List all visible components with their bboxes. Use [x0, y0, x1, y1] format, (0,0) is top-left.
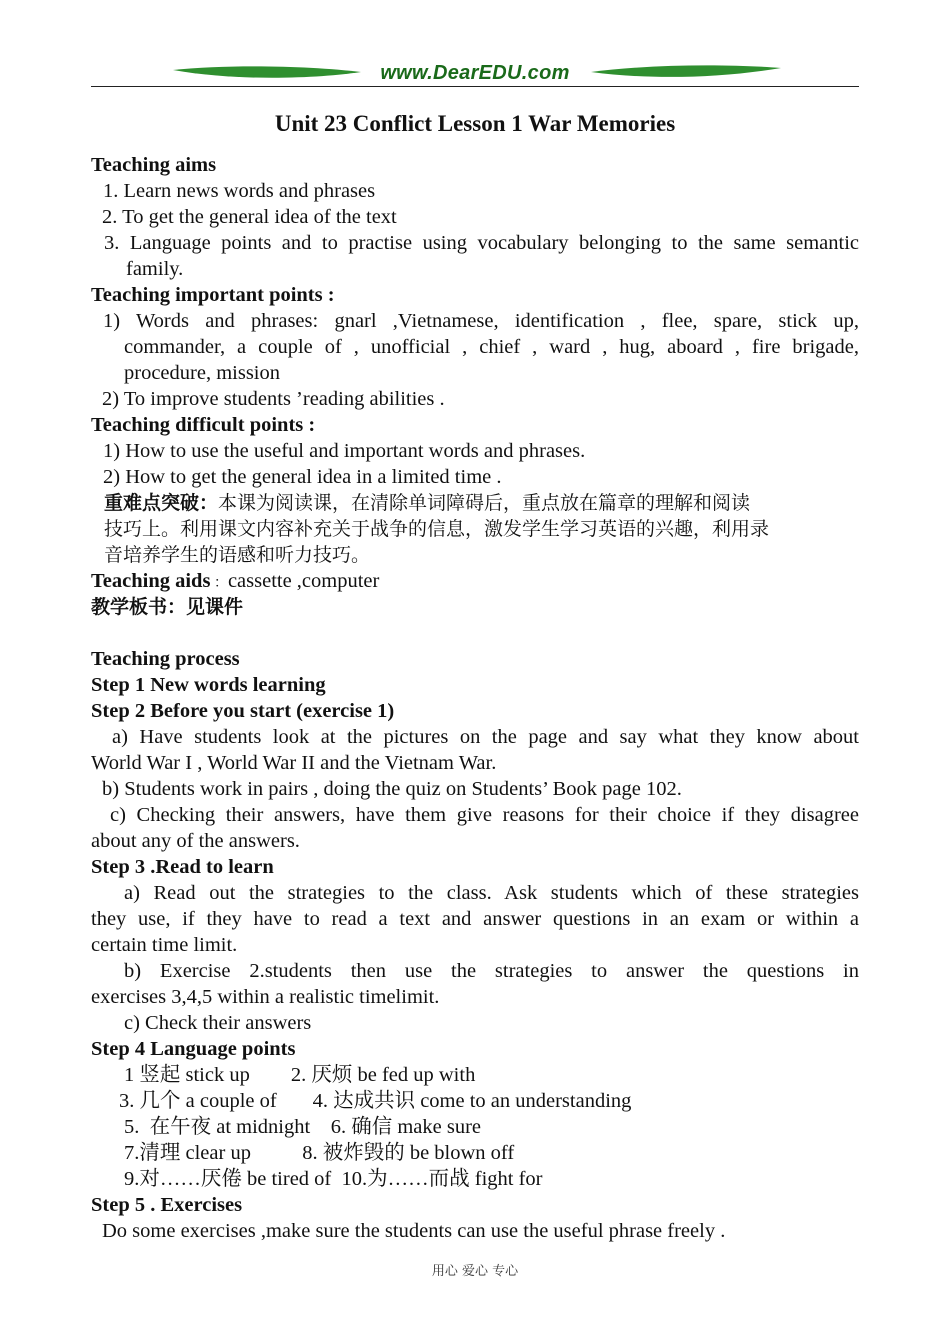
difficult-line-2: 2) How to get the general idea in a limited time . — [103, 466, 502, 488]
process-heading: Teaching process — [91, 648, 240, 670]
aim-item-1: 1. Learn news words and phrases — [103, 180, 376, 202]
step3-heading: Step 3 .Read to learn — [91, 856, 274, 878]
important-line-2: commander, a couple of , unofficial , chief , ward , hug, aboard , fire brigade, — [124, 336, 859, 358]
step2-b-line: b) Students work in pairs , doing the quiz on Students’ Book page 102. — [102, 778, 682, 800]
breakthrough-label: 重难点突破： — [104, 492, 219, 514]
document-title: Unit 23 Conflict Lesson 1 War Memories — [274, 111, 676, 136]
important-line-4: 2) To improve students ’reading abilities . — [102, 388, 445, 410]
step5-heading: Step 5 . Exercises — [91, 1194, 243, 1216]
language-point-row-5: 9.对……厌倦 be tired of 10.为……而战 fight for — [124, 1168, 543, 1190]
difficult-line-1: 1) How to use the useful and important words and phrases. — [103, 440, 586, 462]
difficult-heading: Teaching difficult points : — [91, 414, 316, 436]
step2-heading: Step 2 Before you start (exercise 1) — [91, 700, 395, 722]
important-heading: Teaching important points : — [91, 284, 335, 306]
aim-item-3: 3. Language points and to practise using vocabulary belonging to the same semantic — [104, 232, 859, 254]
step3-b-line-1: b) Exercise 2.students then use the strategies to answer the questions in — [124, 960, 859, 982]
step3-b-line-2: exercises 3,4,5 within a realistic timelimit. — [91, 986, 440, 1008]
language-point-row-3: 5. 在午夜 at midnight 6. 确信 make sure — [124, 1116, 481, 1138]
step5-text: Do some exercises ,make sure the students can use the useful phrase freely . — [102, 1220, 726, 1242]
board-line: 教学板书：见课件 — [91, 596, 244, 618]
aims-heading: Teaching aims — [91, 154, 217, 176]
important-line-3: procedure, mission — [124, 362, 280, 384]
step1-heading: Step 1 New words learning — [91, 674, 326, 696]
breakthrough-text-1: 本课为阅读课，在清除单词障碍后，重点放在篇章的理解和阅读 — [218, 492, 751, 514]
breakthrough-line-1 — [91, 490, 859, 516]
aids-text: cassette ,computer — [227, 570, 380, 592]
breakthrough-line-2: 技巧上。利用课文内容补充关于战争的信息，激发学生学习英语的兴趣，利用录 — [104, 518, 770, 540]
step3-c-line: c) Check their answers — [124, 1012, 312, 1034]
step2-a-line-2: World War I , World War II and the Vietnam War. — [91, 752, 497, 774]
header-rule — [91, 86, 859, 87]
aids-line — [91, 568, 859, 597]
aim-item-3-cont: family. — [126, 258, 184, 280]
step2-a-line-1: a) Have students look at the pictures on the page and say what they know about — [112, 726, 859, 748]
page-header — [91, 62, 859, 90]
step2-c-line-2: about any of the answers. — [91, 830, 300, 852]
step3-a-line-1: a) Read out the strategies to the class. Ask students which of these strategies — [124, 882, 859, 904]
step2-c-line-1: c) Checking their answers, have them give reasons for their choice if they disagree — [110, 804, 859, 826]
language-point-row-2: 3. 几个 a couple of 4. 达成共识 come to an understanding — [119, 1090, 632, 1112]
page-footer: 用心 爱心 专心 — [431, 1264, 519, 1279]
step3-a-line-3: certain time limit. — [91, 934, 238, 956]
step4-heading: Step 4 Language points — [91, 1038, 296, 1060]
language-point-row-1: 1 竖起 stick up 2. 厌烦 be fed up with — [124, 1064, 476, 1086]
breakthrough-line-3: 音培养学生的语感和听力技巧。 — [104, 544, 371, 566]
step3-a-line-2: they use, if they have to read a text and answer questions in an exam or within a — [91, 908, 859, 930]
language-point-row-4: 7.清理 clear up 8. 被炸毁的 be blown off — [124, 1142, 515, 1164]
important-line-1: 1) Words and phrases: gnarl ,Vietnamese, identification , flee, spare, stick up, — [103, 310, 859, 332]
aim-item-2: 2. To get the general idea of the text — [102, 206, 397, 228]
aids-separator: ： — [210, 576, 228, 591]
aids-label: Teaching aids — [91, 570, 211, 592]
site-name: www.DearEDU.com — [380, 62, 570, 84]
